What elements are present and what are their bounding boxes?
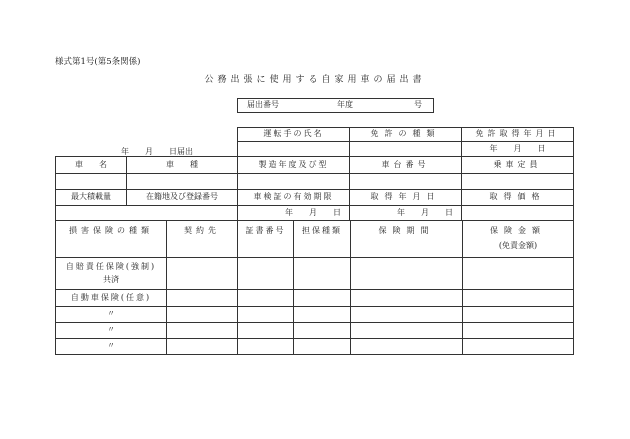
- table-row: [56, 290, 166, 306]
- coverage-type-header: 担保種類: [302, 225, 342, 235]
- table-row: [56, 339, 166, 354]
- insurance-row-sub: 共済: [103, 275, 119, 284]
- rule: [573, 127, 574, 355]
- acquisition-date-header: 取得年月日: [370, 192, 441, 202]
- registration-header: 在籍地及び登録番号: [146, 192, 218, 202]
- acquisition-date-values: 年 月 日: [397, 207, 453, 217]
- deductible-note: (免責金額): [498, 240, 538, 250]
- chassis-number-header: 車台番号: [381, 159, 430, 169]
- certificate-number-header: 証書番号: [245, 225, 286, 235]
- rule: [433, 98, 434, 113]
- insurance-amount-header: 保険金額: [490, 225, 546, 235]
- form-number: 様式第1号(第5条関係): [55, 57, 141, 67]
- table-row: [56, 307, 166, 322]
- rule: [55, 173, 574, 174]
- insurance-period-header: 保険期間: [378, 225, 435, 235]
- fiscal-year-label: 年度: [337, 100, 353, 110]
- table-row: [56, 258, 166, 289]
- model-year-header: 製造年度及び型: [258, 159, 329, 169]
- table-row: [56, 323, 166, 338]
- rule: [237, 112, 434, 113]
- driver-name-header: 運転手の氏名: [263, 129, 324, 139]
- license-date-header: 免許取得年月日: [475, 129, 560, 139]
- rule: [55, 354, 574, 355]
- submission-date: 年 月 日届出: [121, 147, 193, 156]
- contract-party-header: 契約先: [184, 225, 220, 235]
- insurance-row-label: 自動車保険(任意): [70, 292, 152, 302]
- license-date-values: 年 月 日: [489, 143, 546, 153]
- vehicle-name-header: 車 名: [75, 159, 107, 169]
- number-suffix-label: 号: [414, 100, 422, 110]
- form-title: 公務出張に使用する自家用車の届出書: [204, 75, 426, 85]
- insurance-row-label: 〃: [107, 309, 115, 319]
- inspection-expiry-values: 年 月 日: [285, 207, 341, 217]
- license-type-header: 免許の種類: [370, 129, 441, 139]
- insurance-row-label: 〃: [107, 325, 115, 335]
- acquisition-price-header: 取得価格: [489, 192, 546, 202]
- insurance-type-header: 損害保険の種類: [69, 225, 153, 235]
- capacity-header: 乗車定員: [493, 159, 542, 169]
- insurance-row-label: 〃: [107, 341, 115, 351]
- notification-number-label: 届出番号: [247, 100, 279, 110]
- inspection-expiry-header: 車検証の有効期限: [253, 192, 334, 202]
- insurance-row-label: 自賠責任保険(強制): [65, 261, 157, 271]
- vehicle-type-header: 車 種: [166, 159, 198, 169]
- max-load-header: 最大積載量: [71, 192, 111, 202]
